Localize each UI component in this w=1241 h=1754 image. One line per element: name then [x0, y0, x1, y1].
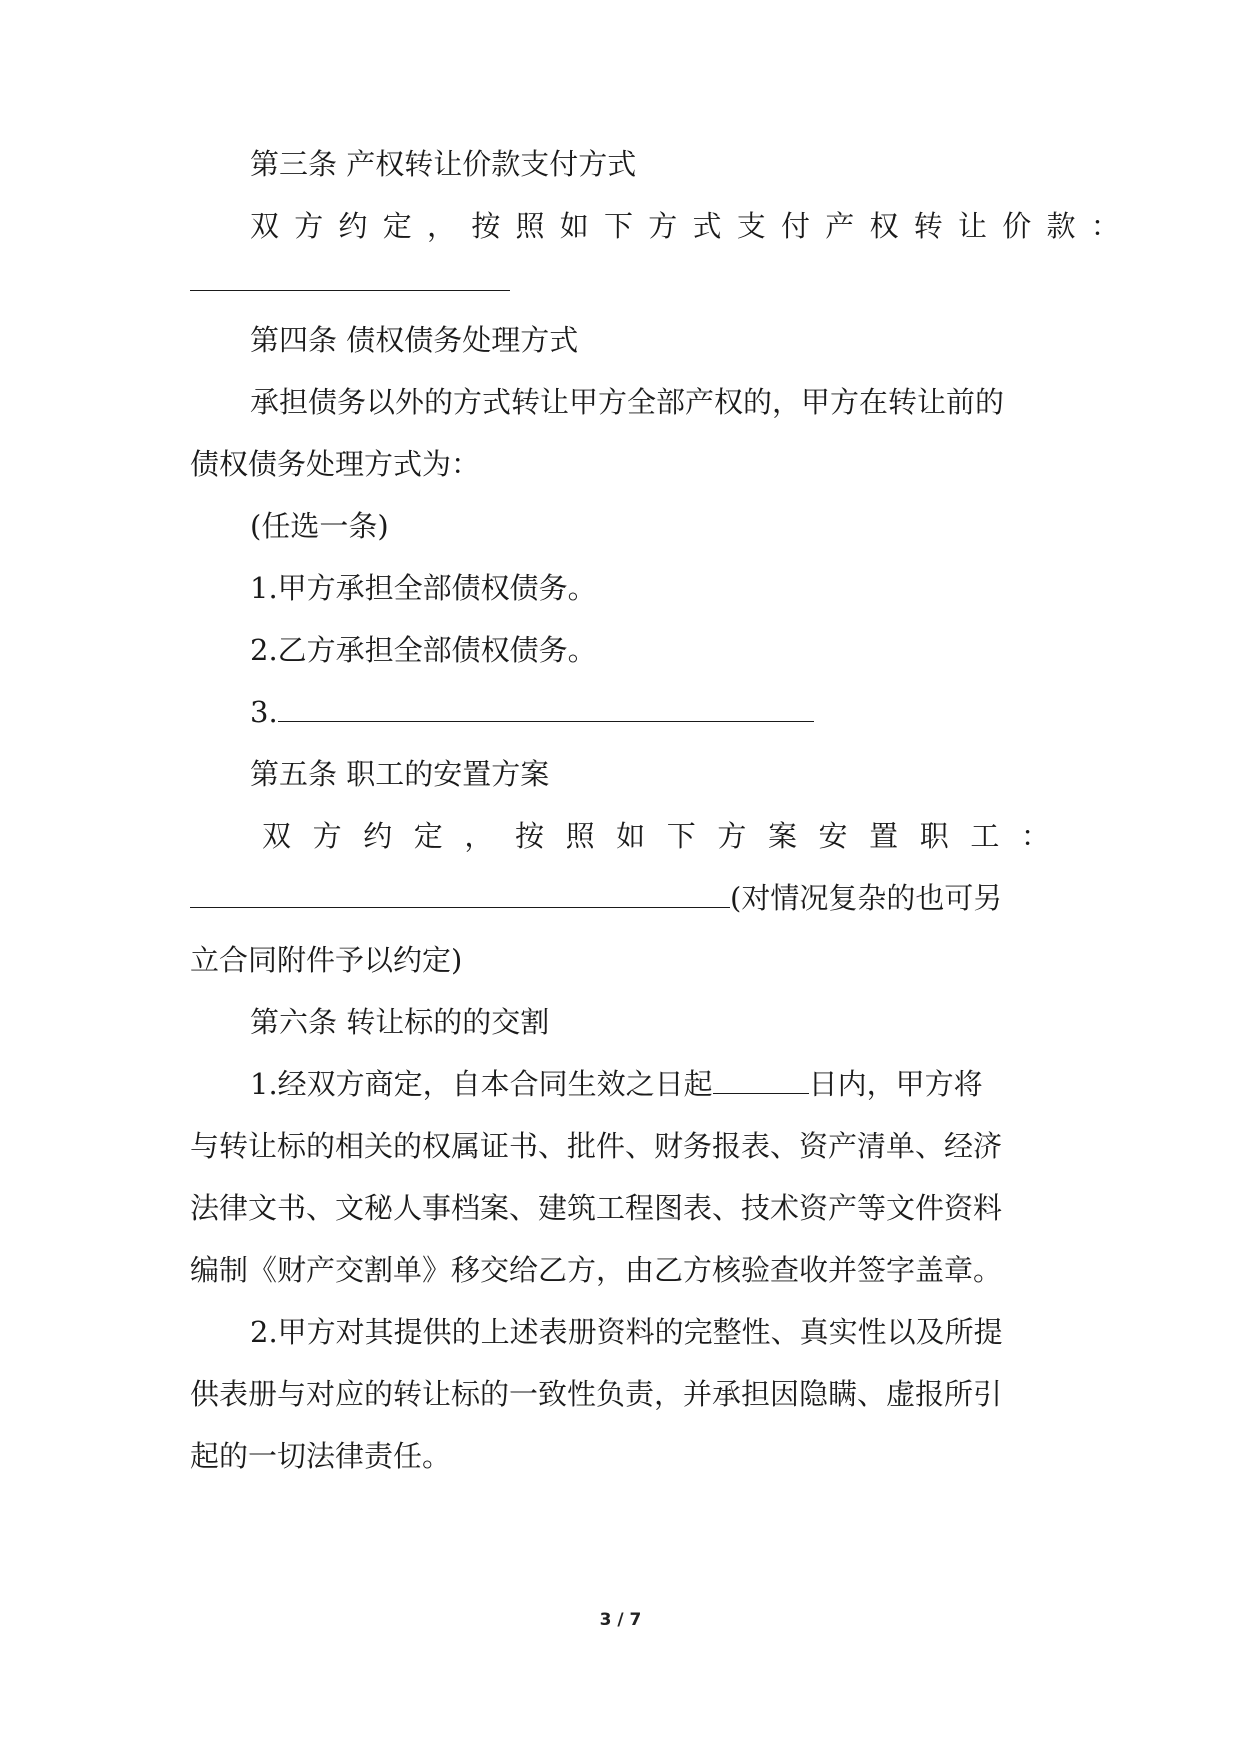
article-6-heading: 第六条 转让标的的交割 — [250, 1005, 550, 1039]
spread-char: 案 — [767, 819, 797, 853]
spread-char: 权 — [869, 209, 899, 243]
clause-1-text-b: 日内，甲方将 — [808, 1067, 983, 1101]
spread-char: 双 — [250, 209, 280, 243]
article-6-clause-1-line-2: 与转让标的相关的权属证书、批件、财务报表、资产清单、经济 — [190, 1129, 1003, 1163]
spread-char: 如 — [616, 819, 646, 853]
spread-char: 安 — [818, 819, 848, 853]
spread-char: 定 — [382, 209, 412, 243]
spread-char: 约 — [363, 819, 393, 853]
spread-char: 下 — [666, 819, 696, 853]
spread-char: 工 — [970, 819, 1000, 853]
spread-char: 定 — [413, 819, 443, 853]
article-6-clause-1-line-4: 编制《财产交割单》移交给乙方，由乙方核验查收并签字盖章。 — [190, 1253, 1003, 1287]
article-3-heading: 第三条 产权转让价款支付方式 — [250, 147, 637, 181]
clause-1-text-a: 1.经双方商定，自本合同生效之日起 — [250, 1067, 713, 1101]
spread-char: ， — [427, 209, 457, 243]
article-6-clause-2-line-2: 供表册与对应的转让标的一致性负责，并承担因隐瞒、虚报所引 — [190, 1377, 1003, 1411]
spread-char: 式 — [692, 209, 722, 243]
spread-char: 照 — [565, 819, 595, 853]
article-4-option-3 — [250, 692, 1120, 732]
article-5-note-part-2: 立合同附件予以约定) — [190, 943, 463, 977]
spread-char: ： — [1090, 209, 1120, 243]
spread-char: 职 — [919, 819, 949, 853]
spread-char: 双 — [262, 819, 292, 853]
spread-char: 让 — [958, 209, 988, 243]
spread-char: 按 — [471, 209, 501, 243]
article-6-clause-2-line-1: 2.甲方对其提供的上述表册资料的完整性、真实性以及所提 — [250, 1315, 1003, 1349]
spread-char: 按 — [514, 819, 544, 853]
spread-char: 方 — [312, 819, 342, 853]
spread-char: 付 — [781, 209, 811, 243]
spread-char: 转 — [913, 209, 943, 243]
article-4-heading: 第四条 债权债务处理方式 — [250, 323, 579, 357]
article-3-body — [250, 206, 1120, 246]
spread-char: 照 — [515, 209, 545, 243]
article-6-clause-2-line-3: 起的一切法律责任。 — [190, 1439, 452, 1473]
spread-char: 支 — [736, 209, 766, 243]
article-5-body — [262, 816, 1050, 856]
article-5-note-part-1: (对情况复杂的也可另 — [730, 881, 1003, 915]
spread-char: 如 — [559, 209, 589, 243]
article-6-clause-1-line-1 — [250, 1064, 1120, 1104]
spread-char: 下 — [604, 209, 634, 243]
article-4-body-line-2: 债权债务处理方式为： — [190, 447, 481, 481]
article-4-option-1: 1.甲方承担全部债权债务。 — [250, 571, 597, 605]
blank-line-option-3 — [278, 695, 814, 722]
blank-days — [713, 1067, 809, 1094]
spread-char: 款 — [1046, 209, 1076, 243]
option-3-number: 3. — [250, 695, 278, 729]
spread-char: 方 — [294, 209, 324, 243]
spread-char: 方 — [648, 209, 678, 243]
spread-char: 产 — [825, 209, 855, 243]
article-4-body-line-1: 承担债务以外的方式转让甲方全部产权的，甲方在转让前的 — [250, 385, 1005, 419]
spread-char: 置 — [869, 819, 899, 853]
spread-char: ， — [464, 819, 494, 853]
article-4-option-2: 2.乙方承担全部债权债务。 — [250, 633, 597, 667]
page-number: 3 / 7 — [599, 1610, 642, 1630]
spread-char: 价 — [1002, 209, 1032, 243]
article-4-choose-note: (任选一条) — [250, 509, 389, 543]
blank-line-payment-method — [190, 290, 510, 291]
spread-char: 约 — [338, 209, 368, 243]
article-5-body-line-2 — [190, 878, 1060, 918]
article-6-clause-1-line-3: 法律文书、文秘人事档案、建筑工程图表、技术资产等文件资料 — [190, 1191, 1003, 1225]
article-5-heading: 第五条 职工的安置方案 — [250, 757, 550, 791]
spread-char: ： — [1020, 819, 1050, 853]
blank-line-staff-plan — [190, 881, 730, 908]
spread-char: 方 — [717, 819, 747, 853]
